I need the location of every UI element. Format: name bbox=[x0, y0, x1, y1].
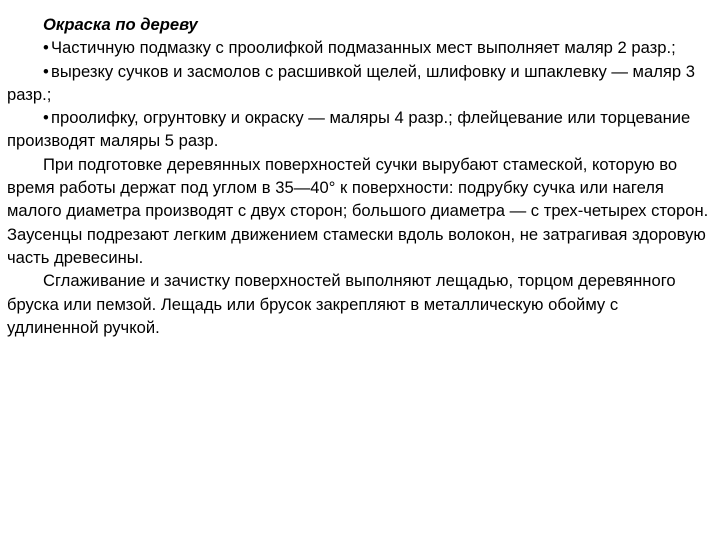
bullet-marker: • bbox=[43, 61, 49, 81]
bullet-marker: • bbox=[43, 108, 49, 128]
body-paragraph: При подготовке деревянных поверхностей сучки вырубают стамеской, которую во время работы держат под углом в 35—40° к поверхности: подрубку сучка или нагеля малого диаметра производят с двух сторон; большого диаметра — с трех-четырех сторон. Заусенцы подрезают легким движением стамески вдоль волокон, не затрагивая здоровую часть древесины. bbox=[7, 154, 709, 267]
body-paragraph: Сглаживание и зачистку поверхностей выполняют лещадью, торцом деревянного бруска или пемзой. Лещадь или брусок закрепляют в металлическую обойму с удлиненной ручкой. bbox=[7, 271, 676, 337]
bullet-item bbox=[7, 60, 709, 107]
bullet-item bbox=[7, 36, 709, 59]
bullet-marker: • bbox=[43, 38, 49, 58]
document-title: Окраска по дереву bbox=[43, 15, 198, 34]
document-body bbox=[7, 13, 709, 339]
bullet-text: вырезку сучков и засмолов с расшивкой щелей, шлифовку и шпаклевку — маляр 3 разр.; bbox=[7, 61, 695, 104]
bullet-text: проолифку, огрунтовку и окраску — маляры 4 разр.; флейцевание или торцевание производят маляры 5 разр. bbox=[7, 108, 691, 151]
bullet-item bbox=[7, 106, 709, 153]
bullet-text: Частичную подмазку с проолифкой подмазанных мест выполняет маляр 2 разр.; bbox=[51, 38, 676, 58]
